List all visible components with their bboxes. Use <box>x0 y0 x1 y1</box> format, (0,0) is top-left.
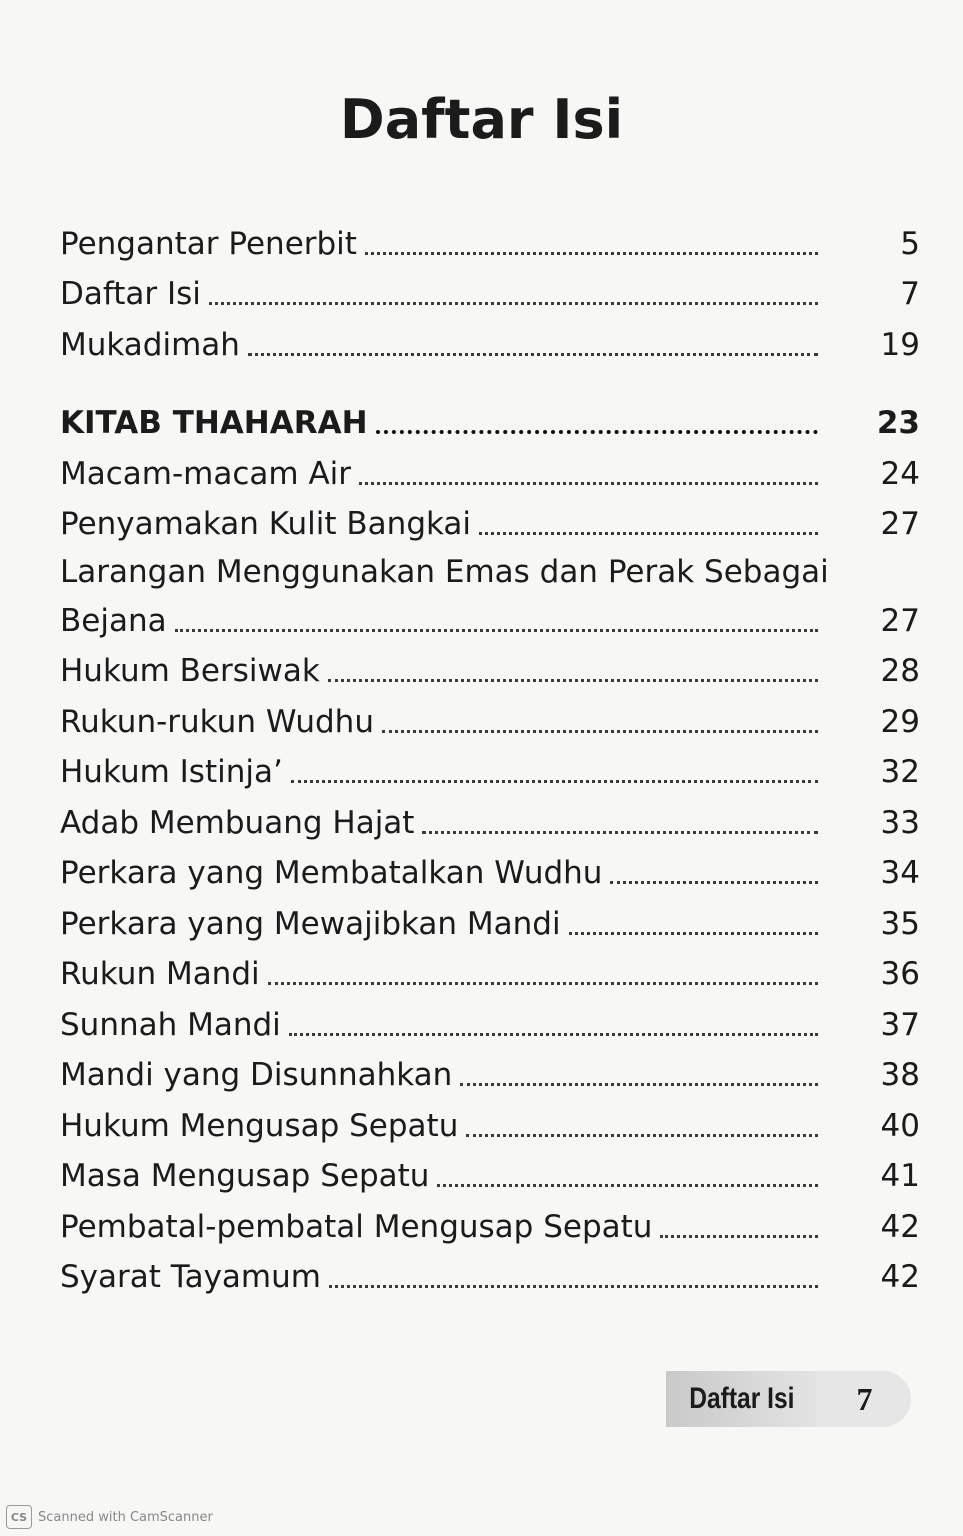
toc-entry-page: 42 <box>880 1259 920 1295</box>
toc-entry-label: Syarat Tayamum <box>60 1259 321 1295</box>
dot-leader <box>248 353 818 356</box>
toc-entry <box>60 848 920 899</box>
toc-entry <box>60 1050 920 1101</box>
toc-entry <box>60 949 920 1000</box>
toc-entry-mukadimah <box>60 319 920 370</box>
page-title: Daftar Isi <box>339 88 624 151</box>
toc-entry-page: 37 <box>880 1006 920 1043</box>
dot-leader <box>359 482 818 485</box>
toc-entry-page: 40 <box>880 1107 920 1144</box>
footer-page-number: 7 <box>818 1371 911 1427</box>
toc-entry <box>60 747 920 798</box>
dot-leader <box>460 1083 818 1086</box>
toc-entry-page: 35 <box>880 905 920 942</box>
table-of-contents <box>60 218 920 1302</box>
toc-entry <box>60 448 920 499</box>
toc-entry <box>60 797 920 848</box>
dot-leader <box>328 679 818 682</box>
toc-entry <box>60 696 920 747</box>
footer-section-title: Daftar Isi <box>666 1371 818 1427</box>
toc-entry-page: 27 <box>880 506 920 542</box>
dot-leader <box>289 1033 818 1036</box>
dot-leader <box>466 1134 818 1137</box>
toc-entry-label: Macam-macam Air <box>60 455 352 492</box>
toc-entry-label: Perkara yang Mewajibkan Mandi <box>60 905 561 942</box>
toc-entry-label: Larangan Menggunakan Emas dan Perak Sebagai <box>60 554 829 590</box>
dot-leader <box>382 730 818 733</box>
toc-entry-page: 29 <box>880 703 920 740</box>
toc-entry-page: 33 <box>880 804 920 841</box>
toc-entry-line2 <box>60 595 920 646</box>
dot-leader <box>437 1184 818 1187</box>
toc-entry-page: 36 <box>880 956 920 992</box>
toc-entry-label: Perkara yang Membatalkan Wudhu <box>60 855 603 891</box>
toc-entry-page: 42 <box>880 1208 920 1245</box>
dot-leader <box>291 780 818 783</box>
toc-entry-page: 7 <box>900 276 920 312</box>
toc-entry-page: 19 <box>880 326 920 363</box>
toc-entry-label: Hukum Bersiwak <box>60 653 320 689</box>
toc-entry-page: 32 <box>880 754 920 790</box>
dot-leader <box>268 982 818 985</box>
dot-leader <box>329 1285 818 1288</box>
chapter-label: KITAB THAHARAH <box>60 405 368 441</box>
dot-leader <box>209 302 818 305</box>
chapter-page: 23 <box>876 405 920 441</box>
toc-entry-label: Daftar Isi <box>60 276 201 312</box>
toc-entry-label: Hukum Mengusap Sepatu <box>60 1107 459 1144</box>
toc-entry-page: 27 <box>880 602 920 639</box>
dot-leader <box>610 881 818 884</box>
toc-entry-page: 5 <box>900 225 920 262</box>
toc-entry <box>60 999 920 1050</box>
toc-entry-label: Pembatal-pembatal Mengusap Sepatu <box>60 1208 653 1245</box>
toc-entry-label: Masa Mengusap Sepatu <box>60 1158 430 1194</box>
dot-leader <box>365 252 818 255</box>
toc-entry <box>60 1252 920 1303</box>
camscanner-logo-icon: CS <box>6 1505 32 1529</box>
toc-entry <box>60 499 920 550</box>
toc-entry-page: 24 <box>880 455 920 492</box>
dot-leader <box>479 532 818 535</box>
toc-entry-label: Hukum Istinja’ <box>60 754 283 790</box>
dot-leader <box>422 831 818 834</box>
toc-entry <box>60 1151 920 1202</box>
dot-leader <box>175 629 818 632</box>
toc-entry-label: Rukun-rukun Wudhu <box>60 703 374 740</box>
toc-entry-pengantar <box>60 218 920 269</box>
toc-entry-label: Sunnah Mandi <box>60 1006 281 1043</box>
toc-chapter-heading <box>60 398 920 449</box>
toc-entry-page: 38 <box>880 1057 920 1093</box>
toc-entry-line1 <box>60 549 920 595</box>
toc-entry-label: Adab Membuang Hajat <box>60 804 415 841</box>
dot-leader <box>376 430 818 434</box>
toc-entry <box>60 646 920 697</box>
running-footer-tab <box>666 1371 911 1427</box>
toc-entry-daftar-isi <box>60 269 920 320</box>
toc-entry-label: Rukun Mandi <box>60 956 260 992</box>
scanner-watermark-text: Scanned with CamScanner <box>38 1509 213 1525</box>
toc-entry <box>60 1100 920 1151</box>
toc-entry-page: 41 <box>880 1158 920 1194</box>
dot-leader <box>660 1235 818 1238</box>
toc-entry-label: Mandi yang Disunnahkan <box>60 1057 453 1093</box>
toc-entry-label-cont: Bejana <box>60 602 167 639</box>
dot-leader <box>569 932 818 935</box>
toc-entry-page: 28 <box>880 653 920 689</box>
toc-entry-label: Penyamakan Kulit Bangkai <box>60 506 472 542</box>
toc-entry <box>60 898 920 949</box>
toc-entry-label: Mukadimah <box>60 326 240 363</box>
toc-entry-page: 34 <box>880 855 920 891</box>
toc-entry <box>60 1201 920 1252</box>
toc-entry-label: Pengantar Penerbit <box>60 225 357 262</box>
scanner-watermark <box>6 1505 213 1529</box>
